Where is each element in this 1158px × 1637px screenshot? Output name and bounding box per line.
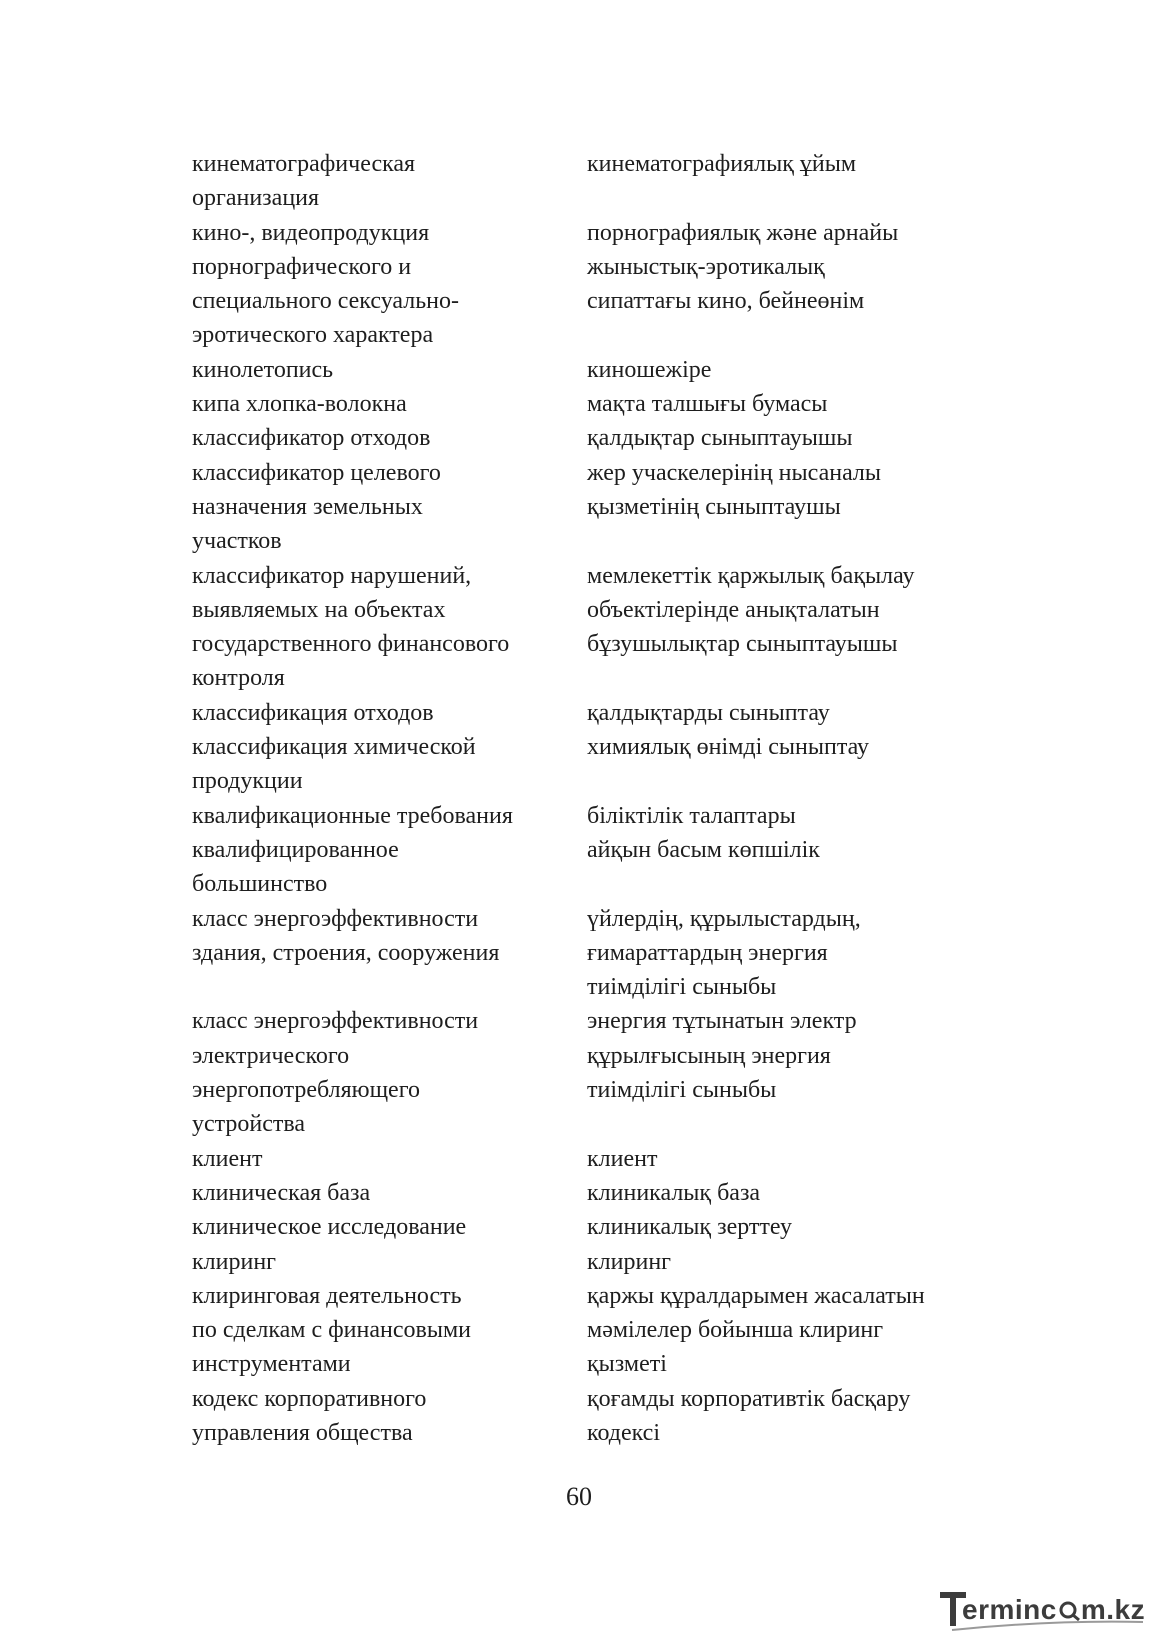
term-russian-line: большинство (192, 871, 328, 898)
glossary-entry (192, 1004, 1012, 1141)
term-kazakh (587, 1176, 1012, 1210)
term-russian-line: продукции (192, 768, 303, 795)
term-kazakh (587, 1142, 1012, 1176)
term-kazakh-line: тиімділігі сыныбы (587, 974, 777, 1001)
term-russian-line: классификатор отходов (192, 425, 431, 452)
glossary-entry (192, 730, 1012, 799)
term-kazakh-line: ғимараттардың энергия (587, 939, 828, 966)
term-russian-line: порнографического и (192, 253, 412, 280)
term-russian-line: квалификационные требования (192, 802, 513, 829)
term-kazakh (587, 1382, 1012, 1451)
term-russian-line: кипа хлопка-волокна (192, 391, 407, 418)
term-kazakh-line: тиімділігі сыныбы (587, 1077, 777, 1104)
term-russian-line: класс энергоэффективности (192, 905, 479, 932)
glossary-entry (192, 696, 1012, 730)
watermark-prefix: erminc (962, 1594, 1057, 1625)
term-kazakh-line: құрылғысының энергия (587, 1042, 831, 1069)
term-kazakh-line: химиялық өнімді сыныптау (587, 734, 870, 761)
term-kazakh (587, 833, 1012, 867)
term-kazakh (587, 902, 1012, 1005)
term-russian-line: кодекс корпоративного (192, 1385, 427, 1412)
glossary-entry (192, 799, 1012, 833)
term-russian (192, 1004, 587, 1141)
term-russian-line: контроля (192, 665, 285, 692)
term-russian-line: по сделкам с финансовыми (192, 1317, 471, 1344)
term-kazakh-line: қаржы құралдарымен жасалатын (587, 1282, 925, 1309)
term-russian-line: энергопотребляющего (192, 1077, 420, 1104)
term-russian (192, 456, 587, 559)
glossary-entry (192, 216, 1012, 353)
term-kazakh-line: порнографиялық және арнайы (587, 219, 899, 246)
term-russian-line: электрического (192, 1042, 350, 1069)
glossary-entry (192, 387, 1012, 421)
term-russian (192, 421, 587, 455)
term-kazakh-line: бұзушылықтар сыныптауышы (587, 631, 898, 658)
term-russian-line: управления общества (192, 1419, 413, 1446)
term-russian-line: назначения земельных (192, 493, 423, 520)
term-kazakh (587, 799, 1012, 833)
term-kazakh (587, 696, 1012, 730)
term-kazakh-line: қалдықтарды сыныптау (587, 699, 830, 726)
term-russian-line: клиническая база (192, 1179, 371, 1206)
term-kazakh-line: кодексі (587, 1419, 660, 1446)
term-kazakh-line: мақта талшығы бумасы (587, 391, 828, 418)
glossary-entry (192, 1382, 1012, 1451)
term-russian-line: здания, строения, сооружения (192, 939, 500, 966)
glossary-entry (192, 1176, 1012, 1210)
term-kazakh-line: үйлердің, құрылыстардың, (587, 905, 861, 932)
term-kazakh (587, 1279, 1012, 1382)
glossary-entry (192, 833, 1012, 902)
term-kazakh-line: энергия тұтынатын электр (587, 1008, 857, 1035)
term-kazakh-line: мәмілелер бойынша клиринг (587, 1317, 884, 1344)
term-russian (192, 1176, 587, 1210)
glossary-entry (192, 353, 1012, 387)
term-kazakh (587, 730, 1012, 764)
term-russian-line: кино-, видеопродукция (192, 219, 430, 246)
term-russian-line: организация (192, 185, 320, 212)
term-russian-line: государственного финансового (192, 631, 510, 658)
term-kazakh (587, 456, 1012, 525)
glossary-entry (192, 147, 1012, 216)
term-russian-line: инструментами (192, 1351, 351, 1378)
term-kazakh-line: біліктілік талаптары (587, 802, 796, 829)
term-kazakh-line: объектілерінде анықталатын (587, 596, 880, 623)
term-kazakh-line: қалдықтар сыныптауышы (587, 425, 853, 452)
term-russian (192, 559, 587, 696)
term-russian (192, 216, 587, 353)
term-kazakh-line: клиринг (587, 1248, 672, 1275)
glossary-entry (192, 421, 1012, 455)
term-russian (192, 1245, 587, 1279)
glossary-entry (192, 1210, 1012, 1244)
term-russian-line: клиринг (192, 1248, 277, 1275)
term-kazakh-line: қызметі (587, 1351, 667, 1378)
term-kazakh (587, 1210, 1012, 1244)
term-russian-line: квалифицированное (192, 836, 399, 863)
term-kazakh-line: клиент (587, 1145, 658, 1172)
term-russian (192, 147, 587, 216)
term-russian-line: классификация химической (192, 734, 476, 761)
term-russian-line: класс энергоэффективности (192, 1008, 479, 1035)
term-kazakh-line: клиникалық база (587, 1179, 761, 1206)
term-kazakh-line: қоғамды корпоративтік басқару (587, 1385, 911, 1412)
term-russian-line: кинематографическая (192, 151, 416, 177)
term-russian-line: специального сексуально- (192, 288, 460, 315)
term-russian (192, 799, 587, 833)
term-russian (192, 730, 587, 799)
glossary-entry (192, 1245, 1012, 1279)
term-russian-line: классификация отходов (192, 699, 434, 726)
term-kazakh (587, 353, 1012, 387)
term-kazakh (587, 421, 1012, 455)
glossary-entry (192, 559, 1012, 696)
glossary-entries (192, 147, 1012, 1450)
term-kazakh-line: сипаттағы кино, бейнеөнім (587, 288, 865, 315)
term-russian-line: участков (192, 528, 282, 555)
term-russian (192, 1382, 587, 1451)
term-kazakh-line: клиникалық зерттеу (587, 1214, 792, 1241)
term-russian-line: клиническое исследование (192, 1214, 467, 1241)
term-kazakh (587, 216, 1012, 319)
term-kazakh-line: мемлекеттік қаржылық бақылау (587, 562, 915, 589)
term-russian-line: классификатор целевого (192, 459, 441, 486)
term-russian-line: эротического характера (192, 322, 434, 349)
terminkom-watermark (940, 1588, 1145, 1632)
glossary-entry (192, 1279, 1012, 1382)
term-kazakh-line: жыныстық-эротикалық (587, 253, 825, 280)
term-kazakh-line: киношежіре (587, 356, 712, 383)
glossary-entry (192, 456, 1012, 559)
term-kazakh (587, 147, 1012, 181)
term-kazakh (587, 559, 1012, 662)
term-russian-line: клиринговая деятельность (192, 1282, 462, 1309)
term-kazakh-line: жер учаскелерінің нысаналы (587, 459, 882, 486)
swoosh-underline-icon (950, 1618, 1145, 1632)
glossary-entry (192, 1142, 1012, 1176)
term-russian-line: классификатор нарушений, (192, 562, 472, 589)
page-number: 60 (566, 1482, 592, 1511)
term-russian (192, 353, 587, 387)
term-russian-line: выявляемых на объектах (192, 596, 446, 623)
term-russian (192, 1142, 587, 1176)
glossary-entry (192, 902, 1012, 1005)
term-russian (192, 696, 587, 730)
term-kazakh (587, 1245, 1012, 1279)
term-russian (192, 1279, 587, 1382)
term-kazakh-line: қызметінің сыныптаушы (587, 493, 841, 520)
term-russian-line: клиент (192, 1145, 263, 1172)
term-kazakh (587, 1004, 1012, 1107)
term-kazakh-line: кинематографиялық ұйым (587, 151, 857, 177)
term-kazakh (587, 387, 1012, 421)
term-russian (192, 387, 587, 421)
term-russian (192, 1210, 587, 1244)
term-russian (192, 833, 587, 902)
term-kazakh-line: айқын басым көпшілік (587, 836, 820, 863)
term-russian (192, 902, 587, 971)
watermark-suffix: m.kz (1080, 1594, 1146, 1625)
term-russian-line: кинолетопись (192, 356, 334, 383)
term-russian-line: устройства (192, 1111, 306, 1138)
